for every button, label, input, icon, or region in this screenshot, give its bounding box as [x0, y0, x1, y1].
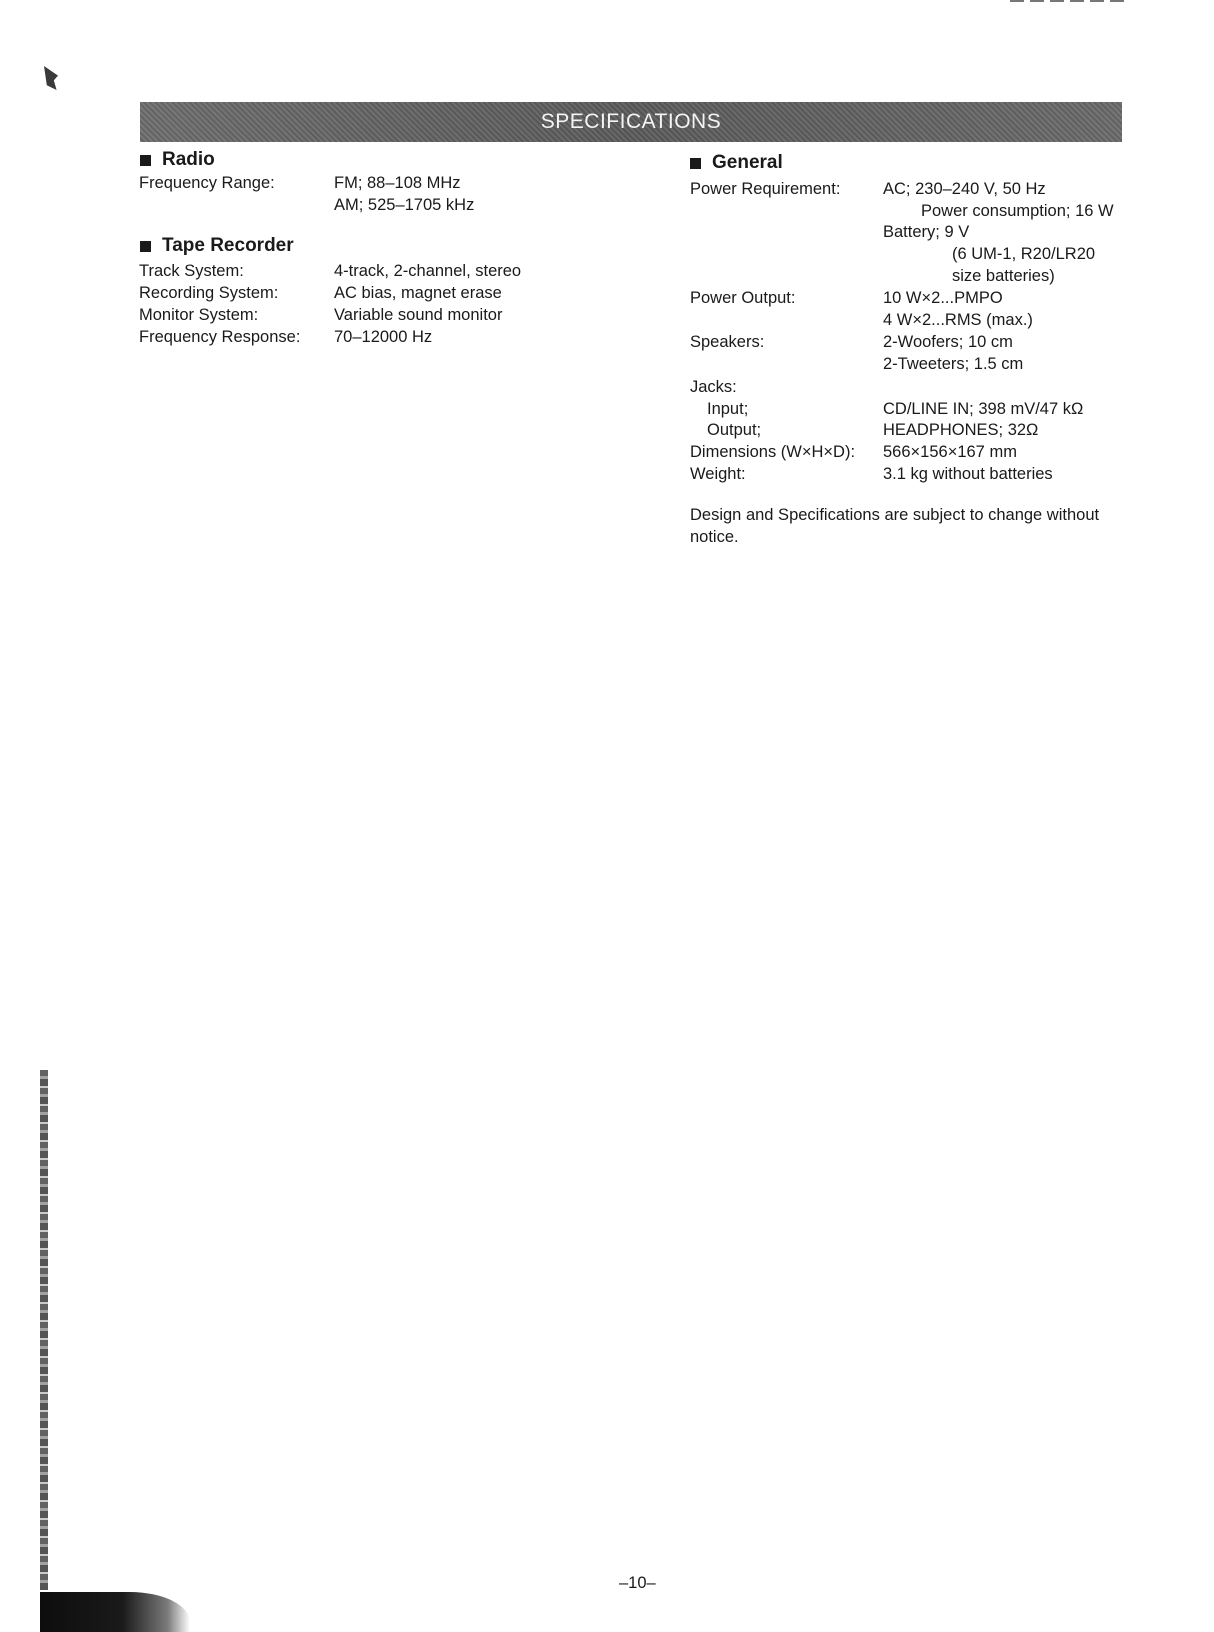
weight-label: Weight:	[690, 465, 746, 483]
page-number: –10–	[619, 1574, 656, 1592]
frequency-response-value: 70–12000 Hz	[334, 328, 433, 346]
input-jack-value: CD/LINE IN; 398 mV/47 kΩ	[883, 400, 1084, 418]
general-heading-text: General	[712, 152, 783, 173]
am-range-value: AM; 525–1705 kHz	[334, 196, 475, 214]
speakers-label: Speakers:	[690, 333, 765, 351]
jacks-label: Jacks:	[690, 378, 737, 396]
scan-artifact-edge	[40, 1070, 48, 1590]
frequency-response-label: Frequency Response:	[139, 328, 301, 346]
power-output-rms: 4 W×2...RMS (max.)	[883, 311, 1033, 329]
monitor-system-value: Variable sound monitor	[334, 306, 503, 324]
power-output-pmpo: 10 W×2...PMPO	[883, 289, 1003, 307]
track-system-label: Track System:	[139, 262, 244, 280]
tape-recorder-heading-text: Tape Recorder	[162, 235, 294, 256]
scan-artifact-mark	[44, 66, 58, 90]
power-output-label: Power Output:	[690, 289, 796, 307]
dimensions-label: Dimensions (W×H×D):	[690, 443, 856, 461]
general-heading	[690, 152, 783, 174]
scan-artifact-dash	[1010, 0, 1130, 2]
radio-heading	[140, 149, 215, 171]
tape-recorder-heading	[140, 235, 294, 257]
track-system-value: 4-track, 2-channel, stereo	[334, 262, 522, 280]
frequency-range-label: Frequency Range:	[139, 174, 275, 192]
specifications-footnote: Design and Specifications are subject to change without notice.	[690, 506, 1100, 546]
output-jack-value: HEADPHONES; 32Ω	[883, 421, 1039, 439]
specifications-banner	[140, 102, 1122, 142]
weight-value: 3.1 kg without batteries	[883, 465, 1053, 483]
dimensions-value: 566×156×167 mm	[883, 443, 1017, 461]
fm-range-value: FM; 88–108 MHz	[334, 174, 461, 192]
battery-value: Battery; 9 V	[883, 223, 970, 241]
recording-system-value: AC bias, magnet erase	[334, 284, 502, 302]
output-jack-label: Output;	[707, 421, 762, 439]
square-bullet-icon	[140, 241, 151, 252]
radio-heading-text: Radio	[162, 149, 215, 170]
power-consumption-value: Power consumption; 16 W	[921, 202, 1114, 220]
speakers-tweeters: 2-Tweeters; 1.5 cm	[883, 355, 1024, 373]
recording-system-label: Recording System:	[139, 284, 279, 302]
battery-type-line2: size batteries)	[952, 267, 1055, 285]
power-ac-value: AC; 230–240 V, 50 Hz	[883, 180, 1046, 198]
battery-type-line1: (6 UM-1, R20/LR20	[952, 245, 1096, 263]
power-requirement-label: Power Requirement:	[690, 180, 841, 198]
input-jack-label: Input;	[707, 400, 749, 418]
banner-title: SPECIFICATIONS	[540, 110, 722, 133]
speakers-woofers: 2-Woofers; 10 cm	[883, 333, 1013, 351]
scan-artifact-corner	[40, 1592, 190, 1632]
square-bullet-icon	[140, 155, 151, 166]
square-bullet-icon	[690, 158, 701, 169]
monitor-system-label: Monitor System:	[139, 306, 259, 324]
